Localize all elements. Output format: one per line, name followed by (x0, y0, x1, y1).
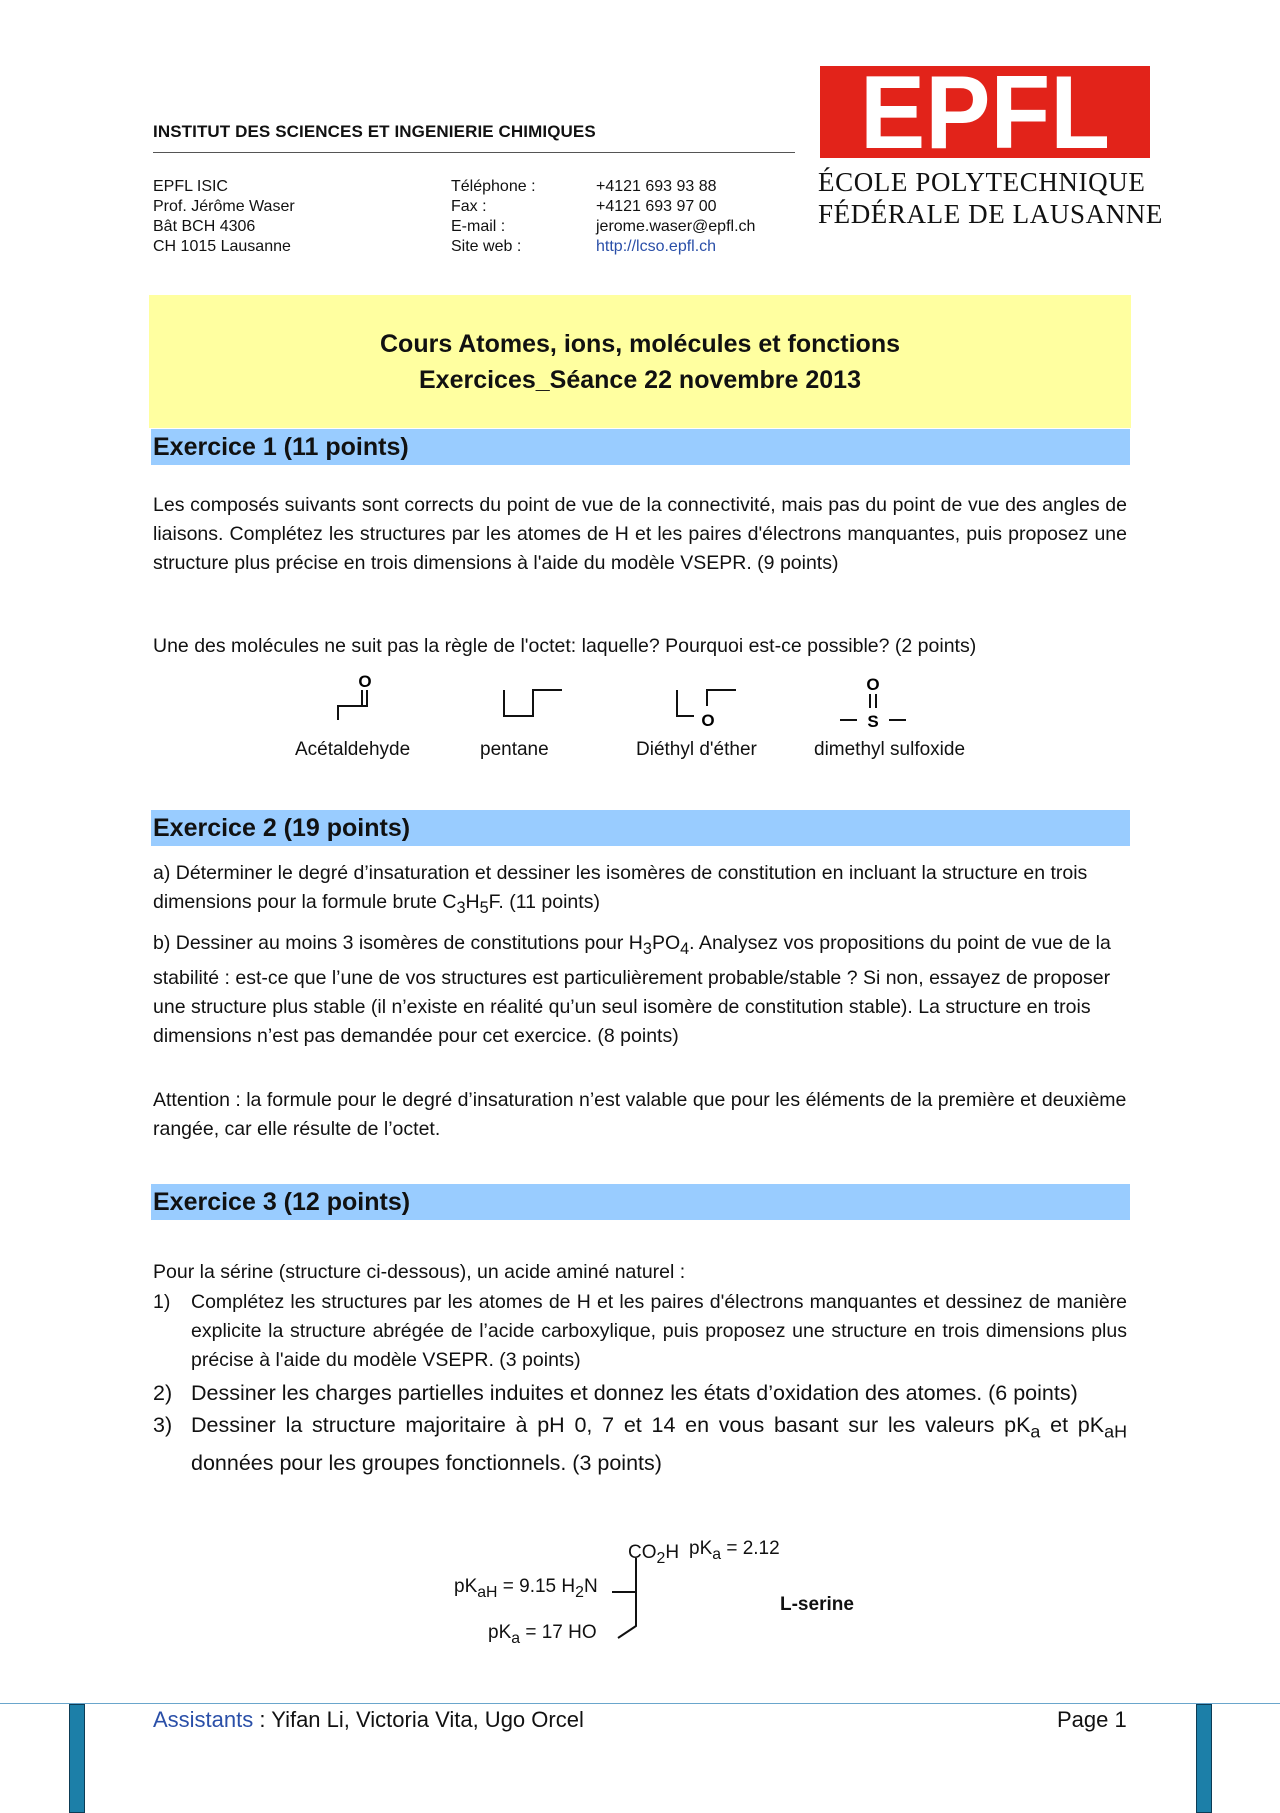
phone-value: +4121 693 93 88 (596, 178, 717, 195)
epfl-logo-text: EPFL (860, 66, 1110, 158)
fax-label: Fax : (451, 198, 487, 215)
text-run: PO (651, 932, 681, 954)
subscript: 5 (479, 898, 489, 917)
footer-assistants (153, 1707, 584, 1733)
text-run: = 17 HO (520, 1622, 597, 1643)
text-run: et pK (1040, 1413, 1105, 1437)
pka-carboxyl (689, 1538, 780, 1564)
subscript: a (1030, 1421, 1041, 1442)
list-number: 2) (153, 1381, 173, 1405)
exercise1-structures (280, 672, 1000, 734)
exercise2-attention: Attention : la formule pour le degré d’insaturation n’est valable que pour les éléments de la première et deuxième rangée, car elle résulte de l’octet. (153, 1089, 1127, 1140)
molecule-label-dmso: dimethyl sulfoxide (814, 739, 966, 760)
exercise1-question: Une des molécules ne suit pas la règle de l'octet: laquelle? Pourquoi est-ce possible? (2 points) (153, 635, 977, 657)
footer-right-bar (1196, 1704, 1212, 1813)
molecule-label-acetaldehyde: Acétaldehyde (295, 739, 411, 760)
pkah-amine (454, 1576, 598, 1602)
carboxyl-group (628, 1542, 679, 1568)
text-run: données pour les groupes fonctionnels. (3 points) (191, 1451, 662, 1476)
text-run: N (583, 1576, 598, 1597)
text-run: pK (488, 1622, 512, 1643)
email-label: E-mail : (451, 218, 506, 235)
address-line: Bât BCH 4306 (153, 218, 256, 235)
oxygen-atom: O (866, 675, 880, 694)
list-text: Complétez les structures par les atomes de H et les paires d'électrons manquantes et dessinez de manière explicite la structure abrégée de l’acide carboxylique, puis proposez une structure en trois dimensions plus précise à l'aide du modèle VSEPR. (3 points) (191, 1291, 1127, 1371)
epfl-logo (820, 66, 1150, 158)
text-run: b) Dessiner au moins 3 isomères de constitutions pour H (153, 932, 643, 954)
oxygen-atom: O (701, 711, 715, 730)
list-item (153, 1288, 1127, 1375)
list-item (153, 1409, 1127, 1479)
exercise1-heading: Exercice 1 (11 points) (151, 429, 1130, 465)
footer-left-bar (69, 1704, 85, 1813)
epfl-logo-graphic (820, 66, 1150, 158)
molecule-label-diethyl-ether: Diéthyl d'éther (636, 739, 757, 760)
molecule-label-pentane: pentane (480, 739, 549, 760)
assistants-label: Assistants (153, 1707, 254, 1732)
subscript: aH (1104, 1421, 1127, 1442)
page-number: Page 1 (1057, 1707, 1127, 1732)
header-divider (153, 152, 795, 153)
text-run: Dessiner la structure majoritaire à pH 0, 7 et 14 en vous basant sur les valeurs pK (191, 1413, 1031, 1437)
text-run: . Analysez vos propositions du point de vue de la stabilité : est-ce que l’une de vos structures est particulièrement probable/stable ? Si non, essayez de proposer une structure plus stable (il n’existe en réalité qu’un seul isomère de constitution stable). La structure en trois dimensions n’est pas demandée pour cet exercice. (8 points) (153, 932, 1111, 1047)
list-number: 1) (153, 1291, 171, 1313)
footer-divider (0, 1703, 1280, 1704)
text-run: a) Déterminer le degré d’insaturation et dessiner les isomères de constitution en incluant la structure en trois dimensions pour la formule brute C (153, 862, 1088, 913)
subscript: aH (477, 1583, 498, 1601)
text-run: CO (628, 1542, 657, 1563)
address-block (153, 177, 295, 257)
exercise2-part-a (153, 859, 1127, 923)
email-value: jerome.waser@epfl.ch (596, 218, 756, 235)
text-run: H (465, 891, 480, 913)
subscript: a (511, 1629, 521, 1647)
list-text (191, 1409, 1127, 1479)
document-title-box (149, 295, 1131, 428)
school-line2: FÉDÉRALE DE LAUSANNE (818, 199, 1163, 229)
website-label: Site web : (451, 238, 522, 255)
address-line: CH 1015 Lausanne (153, 238, 291, 255)
exercise3-heading: Exercice 3 (12 points) (151, 1184, 1130, 1220)
exercise3-intro: Pour la sérine (structure ci-dessous), un acide aminé naturel : (153, 1261, 686, 1283)
subscript: a (712, 1545, 722, 1563)
address-line: Prof. Jérôme Waser (153, 198, 295, 215)
exercise1-text: Les composés suivants sont corrects du point de vue de la connectivité, mais pas du point de vue des angles de liaisons. Complétez les structures par les atomes de H et les paires d'électrons manquantes, puis proposez une structure plus précise en trois dimensions à l'aide du modèle VSEPR. (9 points) (153, 494, 1127, 574)
list-text: Dessiner les charges partielles induites et donnez les états d’oxidation des atomes. (6 points) (191, 1381, 1078, 1405)
subscript: 2 (575, 1583, 584, 1601)
list-number: 3) (153, 1413, 173, 1437)
exercise2-heading: Exercice 2 (19 points) (151, 810, 1130, 846)
oxygen-atom: O (358, 672, 372, 691)
subscript: 2 (656, 1549, 666, 1567)
document-title: Cours Atomes, ions, molécules et fonctions (380, 330, 900, 358)
text-run: F. (11 points) (488, 891, 600, 913)
address-line: EPFL ISIC (153, 178, 228, 195)
website-link[interactable]: http://lcso.epfl.ch (596, 238, 717, 255)
acetaldehyde-structure (338, 690, 367, 720)
assistants-names: : Yifan Li, Victoria Vita, Ugo Orcel (253, 1707, 584, 1732)
exercise2-part-b (153, 929, 1127, 1051)
text-run: pK (689, 1538, 713, 1559)
contact-values (596, 177, 755, 257)
fax-value: +4121 693 97 00 (596, 198, 717, 215)
text-run: pK (454, 1576, 478, 1597)
serine-name: L-serine (780, 1594, 854, 1615)
pka-hydroxyl (488, 1622, 597, 1648)
institute-name: INSTITUT DES SCIENCES ET INGENIERIE CHIMIQUES (153, 122, 596, 141)
pentane-structure (504, 690, 562, 716)
document-subtitle: Exercices_Séance 22 novembre 2013 (419, 366, 861, 394)
subscript: 3 (642, 939, 652, 958)
sulfur-atom: S (867, 712, 879, 731)
phone-label: Téléphone : (451, 178, 536, 195)
serine-structure (440, 1528, 900, 1648)
subscript: 4 (680, 939, 690, 958)
exercise3-list (153, 1288, 1127, 1479)
school-line1: ÉCOLE POLYTECHNIQUE (818, 167, 1146, 197)
school-name (818, 166, 1163, 230)
contact-labels (451, 177, 536, 257)
text-run: = 2.12 (721, 1538, 780, 1559)
text-run: H (665, 1542, 680, 1563)
text-run: = 9.15 H (497, 1576, 576, 1597)
subscript: 3 (456, 898, 466, 917)
list-item (153, 1377, 1127, 1409)
